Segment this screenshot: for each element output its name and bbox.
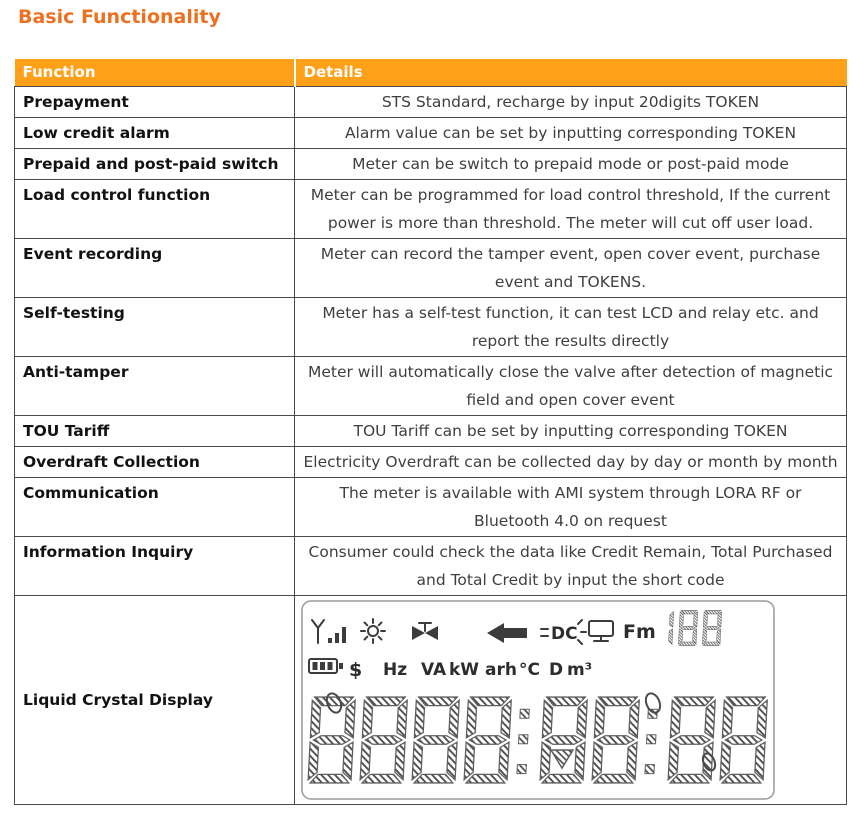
functionality-table [14,59,847,805]
table-row [15,297,847,356]
table-row [15,356,847,415]
table-row [15,86,847,117]
details-cell: Meter will automatically close the valve after detection of magnetic field and open cover event [295,356,847,415]
function-cell: Liquid Crystal Display [15,595,295,804]
table-row [15,477,847,536]
column-header-function: Function [15,59,295,86]
unit-hz: Hz [383,659,408,680]
unit-d: D [549,659,564,680]
function-cell: Overdraft Collection [15,446,295,477]
lcd-display [301,600,775,800]
table-row [15,415,847,446]
function-cell: Load control function [15,179,295,238]
details-cell: Meter can be programmed for load control threshold, If the current power is more than threshold. The meter will cut off user load. [295,179,847,238]
table-row-lcd [15,595,847,804]
table-row [15,148,847,179]
unit-va: VA [421,659,447,680]
page-title: Basic Functionality [18,6,221,28]
function-cell: Self-testing [15,297,295,356]
unit-arh: arh [485,659,517,680]
svg-text:DC: DC [551,623,578,644]
details-cell: Meter can record the tamper event, open cover event, purchase event and TOKENS. [295,238,847,297]
details-cell: Meter can be switch to prepaid mode or post-paid mode [295,148,847,179]
details-cell [295,595,847,804]
unit-m3: m³ [567,659,593,680]
function-cell: Anti-tamper [15,356,295,415]
details-cell: Consumer could check the data like Credit Remain, Total Purchased and Total Credit by input the short code [295,536,847,595]
function-cell: Event recording [15,238,295,297]
details-cell: Electricity Overdraft can be collected day by day or month by month [295,446,847,477]
function-cell: Communication [15,477,295,536]
function-cell: Prepayment [15,86,295,117]
unit-degc: °C [519,659,540,680]
details-cell: STS Standard, recharge by input 20digits TOKEN [295,86,847,117]
details-cell: Alarm value can be set by inputting corresponding TOKEN [295,117,847,148]
table-row [15,117,847,148]
details-cell: TOU Tariff can be set by inputting corresponding TOKEN [295,415,847,446]
details-cell: The meter is available with AMI system through LORA RF or Bluetooth 4.0 on request [295,477,847,536]
unit-kw: kW [449,659,480,680]
table-header-row [15,59,847,86]
table-row [15,238,847,297]
table-row [15,179,847,238]
function-cell: Prepaid and post-paid switch [15,148,295,179]
table-row [15,536,847,595]
details-cell: Meter has a self-test function, it can test LCD and relay etc. and report the results directly [295,297,847,356]
column-header-details: Details [295,59,847,86]
dollar-icon: $ [349,658,363,681]
table-row [15,446,847,477]
function-cell: TOU Tariff [15,415,295,446]
fm-label: Fm [623,620,656,643]
function-cell: Information Inquiry [15,536,295,595]
function-cell: Low credit alarm [15,117,295,148]
